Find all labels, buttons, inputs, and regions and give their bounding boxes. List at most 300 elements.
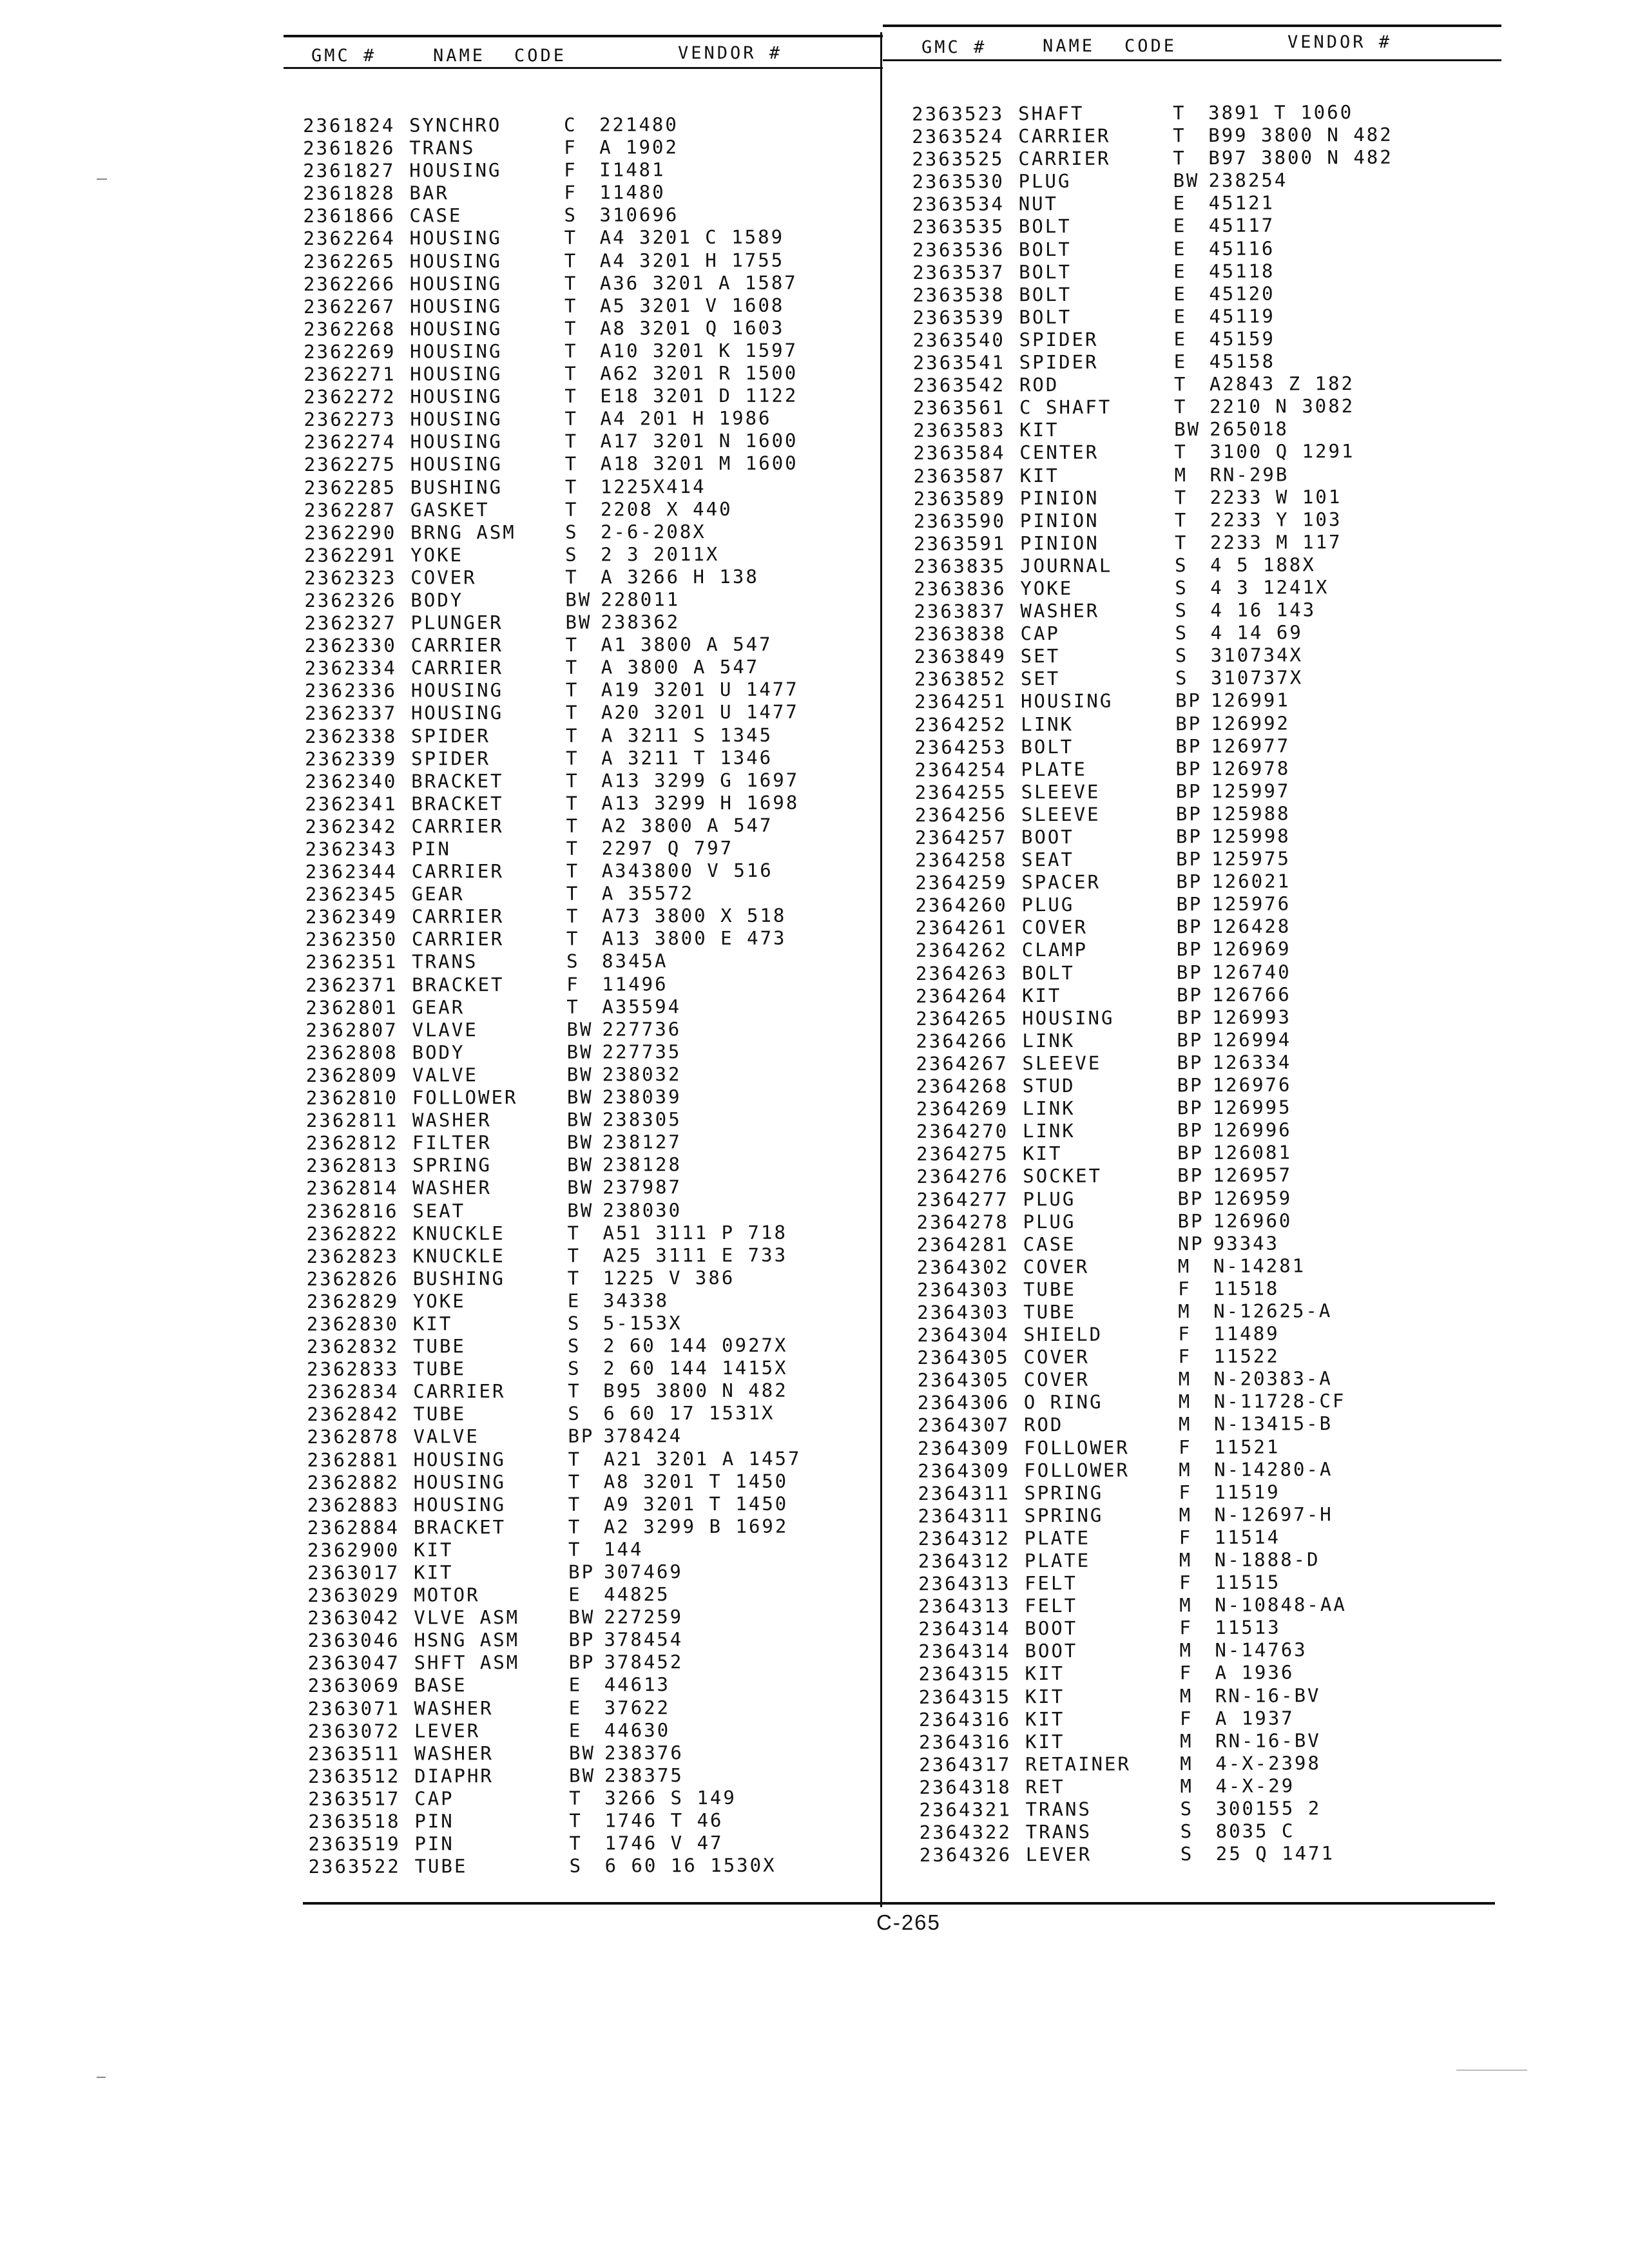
part-name: PINION (1019, 509, 1099, 532)
part-row (915, 779, 1482, 804)
part-row (912, 123, 1479, 148)
name-code: M (1178, 1300, 1191, 1323)
gmc-number: 2363852 (914, 668, 1007, 691)
name-code: M (1180, 1752, 1193, 1775)
part-row (307, 1582, 874, 1607)
name-code: BW (567, 1199, 594, 1222)
name-code: S (1180, 1820, 1194, 1843)
part-row (307, 1470, 874, 1494)
part-name: SHFT ASM (414, 1651, 520, 1674)
part-name: HOUSING (1022, 1006, 1115, 1030)
name-code: BP (1175, 712, 1202, 735)
gmc-number: 2362842 (307, 1403, 400, 1426)
part-name: CARRIER (413, 1380, 506, 1403)
part-row (305, 859, 872, 883)
gmc-number: 2364264 (915, 985, 1008, 1007)
vendor-number: 126976 (1212, 1073, 1292, 1097)
part-row (916, 1050, 1483, 1075)
part-row (917, 1209, 1484, 1234)
vendor-number: 227736 (602, 1017, 682, 1041)
gmc-number: 2362272 (304, 385, 396, 408)
part-row (308, 1741, 875, 1765)
part-name: VLAVE (412, 1018, 478, 1041)
gmc-number: 2364317 (919, 1753, 1012, 1776)
vendor-number: A21 3201 A 1457 (603, 1447, 802, 1470)
part-row (913, 417, 1480, 442)
part-name: HOUSING (410, 385, 503, 408)
vendor-number: 126081 (1213, 1141, 1292, 1164)
vendor-number: 11515 (1214, 1571, 1281, 1594)
part-row (916, 1095, 1483, 1120)
part-row (307, 1628, 874, 1653)
vendor-number: 11480 (599, 181, 666, 204)
scan-mark (97, 2077, 106, 2078)
gmc-number: 2362330 (304, 634, 397, 657)
gmc-number: 2364311 (918, 1482, 1010, 1504)
name-code: T (566, 769, 579, 792)
part-name: KIT (1025, 1685, 1065, 1707)
vendor-number: A18 3201 M 1600 (600, 452, 798, 475)
part-row (916, 1118, 1483, 1143)
vendor-number: N-14280-A (1214, 1457, 1333, 1481)
part-name: CARRIER (1018, 124, 1111, 148)
gmc-number: 2362271 (304, 363, 396, 386)
vendor-number: 2233 M 117 (1210, 530, 1342, 553)
vendor-number: A51 3111 P 718 (602, 1221, 787, 1244)
gmc-number: 2364251 (914, 690, 1007, 713)
vendor-number: 93343 (1213, 1232, 1280, 1254)
part-row (916, 1164, 1483, 1189)
part-name: SPIDER (411, 747, 490, 770)
gmc-number: 2362351 (305, 951, 398, 974)
part-name: SPIDER (1019, 351, 1099, 374)
part-row (305, 881, 872, 906)
part-name: CARRIER (1018, 147, 1111, 170)
part-row (305, 791, 872, 816)
part-name: BOOT (1021, 825, 1074, 849)
vendor-number: 11489 (1213, 1322, 1280, 1345)
part-row (914, 598, 1481, 623)
part-row (913, 372, 1480, 397)
gmc-number: 2361824 (303, 114, 396, 137)
name-code: S (1175, 644, 1189, 667)
part-row (918, 1615, 1485, 1640)
gmc-number: 2362829 (306, 1290, 400, 1312)
vendor-number: 238375 (604, 1764, 684, 1787)
vendor-number: 8035 C (1215, 1820, 1295, 1843)
vendor-number: N-14281 (1213, 1254, 1306, 1277)
gmc-number: 2363525 (912, 148, 1005, 171)
part-name: HOUSING (409, 317, 503, 340)
part-name: BOOT (1025, 1640, 1078, 1662)
gmc-number: 2364258 (915, 849, 1008, 872)
vendor-number: A2 3299 B 1692 (603, 1515, 789, 1538)
part-row (919, 1751, 1486, 1776)
gmc-number: 2364303 (917, 1301, 1010, 1323)
gmc-number: 2362343 (305, 838, 398, 860)
vendor-number: A 3211 T 1346 (601, 746, 773, 769)
part-row (918, 1548, 1485, 1573)
gmc-number: 2364322 (919, 1821, 1012, 1844)
part-name: KIT (412, 1312, 453, 1335)
name-code: S (568, 1402, 581, 1425)
part-row (304, 361, 871, 386)
vendor-number: RN-29B (1210, 463, 1289, 486)
part-name: COVER (1021, 916, 1088, 939)
part-row (915, 824, 1482, 849)
vendor-number: 221480 (599, 113, 679, 136)
vendor-number: 378452 (604, 1651, 684, 1673)
name-code: T (566, 882, 580, 905)
vendor-number: A 3800 A 547 (601, 656, 760, 678)
part-name: CAP (414, 1787, 454, 1810)
gmc-number: 2363535 (912, 215, 1005, 238)
gmc-number: 2364266 (916, 1030, 1008, 1052)
vendor-number: N-14763 (1215, 1639, 1307, 1662)
name-code: E (568, 1674, 583, 1696)
vendor-number: 238128 (602, 1153, 682, 1176)
part-name: CARRIER (410, 657, 503, 679)
part-row (305, 927, 872, 952)
part-name: BOLT (1019, 283, 1072, 306)
vendor-number: I1481 (599, 159, 666, 181)
vendor-number: A19 3201 U 1477 (601, 678, 799, 701)
gmc-number: 2364268 (916, 1075, 1008, 1098)
gmc-number: 2364311 (918, 1504, 1010, 1527)
name-code: T (568, 1538, 582, 1561)
vendor-number: A62 3201 R 1500 (600, 361, 798, 385)
vendor-number: 126994 (1212, 1028, 1292, 1051)
part-name: PLUG (1023, 1210, 1076, 1233)
name-code: BW (1174, 418, 1201, 441)
part-name: KIT (1019, 464, 1059, 486)
gmc-number: 2363849 (914, 645, 1007, 668)
part-row (918, 1503, 1485, 1528)
part-name: SET (1020, 645, 1061, 668)
part-name: LINK (1022, 1029, 1075, 1052)
part-row (918, 1457, 1485, 1483)
part-row (914, 620, 1481, 646)
vendor-number: B99 3800 N 482 (1208, 123, 1393, 147)
gmc-number: 2364309 (918, 1436, 1010, 1459)
part-name: BUSHING (412, 1267, 505, 1290)
name-code: T (568, 1379, 581, 1402)
header-gmc: GMC # (311, 46, 377, 66)
name-code: T (564, 430, 579, 453)
part-row (914, 508, 1481, 533)
part-name: TUBE (413, 1403, 467, 1425)
name-code: T (565, 702, 579, 724)
name-code: BP (1176, 938, 1203, 961)
gmc-number: 2362265 (303, 250, 396, 273)
part-row (307, 1266, 874, 1291)
part-row (304, 475, 871, 499)
part-name: BOLT (1021, 735, 1074, 758)
gmc-number: 2362337 (304, 702, 398, 725)
vendor-number: 126992 (1211, 711, 1291, 735)
vendor-number: 125976 (1211, 892, 1291, 916)
gmc-number: 2363540 (912, 329, 1005, 351)
part-name: WASHER (412, 1109, 492, 1131)
part-row (912, 304, 1480, 329)
name-code: T (1173, 396, 1188, 418)
vendor-number: E18 3201 D 1122 (600, 384, 798, 407)
name-code: S (567, 1334, 581, 1357)
part-row (304, 339, 871, 363)
part-row (912, 101, 1479, 126)
header-code: CODE (1124, 36, 1177, 56)
name-code: T (564, 340, 578, 362)
part-row (914, 643, 1481, 668)
name-code: F (1179, 1481, 1192, 1503)
part-row (916, 983, 1483, 1008)
name-code: F (1179, 1526, 1193, 1549)
part-name: SHAFT (1017, 102, 1084, 125)
name-code: M (1179, 1503, 1193, 1526)
part-name: HOUSING (413, 1470, 506, 1494)
vendor-number: 4-X-29 (1215, 1774, 1295, 1797)
gmc-number: 2364312 (918, 1527, 1011, 1550)
vendor-number: 300155 2 (1215, 1797, 1322, 1820)
vendor-number: 125998 (1211, 825, 1291, 847)
vendor-number: 3266 S 149 (604, 1786, 737, 1809)
part-name: TUBE (414, 1855, 468, 1878)
gmc-number: 2363589 (913, 486, 1006, 510)
vendor-number: 44630 (604, 1718, 671, 1742)
part-row (916, 937, 1483, 963)
part-row (307, 1605, 874, 1629)
gmc-number: 2364321 (919, 1798, 1012, 1821)
gmc-number: 2363518 (308, 1810, 401, 1833)
vendor-number: A4 3201 C 1589 (599, 226, 785, 249)
name-code: F (1179, 1707, 1193, 1729)
name-code: T (565, 633, 579, 656)
gmc-number: 2363522 (308, 1855, 401, 1878)
vendor-number: 126991 (1210, 689, 1290, 712)
part-row (305, 769, 872, 793)
part-name: PLUG (1023, 1187, 1076, 1210)
part-name: HOUSING (409, 294, 503, 318)
vendor-number: 126740 (1211, 961, 1291, 983)
gmc-number: 2362334 (304, 657, 397, 680)
name-code: BW (567, 1153, 594, 1177)
part-row (308, 1809, 875, 1833)
vendor-number: A73 3800 X 518 (601, 904, 787, 927)
name-code: T (567, 1222, 581, 1244)
gmc-number: 2362344 (305, 860, 398, 883)
part-row (916, 1028, 1483, 1053)
name-code: T (565, 566, 579, 588)
name-code: BW (566, 1086, 593, 1108)
vendor-number: 227735 (602, 1041, 682, 1063)
gmc-number: 2362285 (304, 476, 397, 499)
gmc-number: 2363029 (307, 1584, 400, 1607)
vendor-number: 2233 W 101 (1210, 485, 1342, 508)
name-code: BW (569, 1764, 596, 1787)
scan-mark (97, 178, 107, 180)
gmc-number: 2362810 (305, 1086, 399, 1110)
part-row (304, 226, 871, 251)
name-code: E (1173, 237, 1187, 260)
part-name: C SHAFT (1019, 396, 1112, 419)
part-name: SPRING (1024, 1504, 1104, 1527)
header-underline-left (284, 67, 883, 69)
vendor-number: A13 3299 H 1698 (601, 791, 800, 814)
name-code: T (1174, 441, 1188, 463)
name-code: T (566, 792, 579, 814)
name-code: M (1179, 1458, 1192, 1481)
part-row (307, 1515, 874, 1539)
gmc-number: 2364265 (916, 1007, 1008, 1030)
gmc-number: 2362275 (304, 453, 396, 476)
part-name: WASHER (1020, 599, 1100, 622)
vendor-number: A8 3201 T 1450 (603, 1470, 789, 1493)
part-name: BOLT (1021, 961, 1075, 984)
part-name: SLEEVE (1021, 780, 1101, 803)
gmc-number: 2364315 (918, 1685, 1012, 1708)
part-name: JOURNAL (1020, 554, 1113, 577)
gmc-number: 2363530 (912, 170, 1005, 193)
gmc-number: 2364312 (918, 1550, 1011, 1572)
gmc-number: 2364256 (914, 803, 1008, 826)
gmc-number: 2364275 (916, 1142, 1009, 1166)
part-row (918, 1435, 1485, 1460)
vendor-number: N-10848-AA (1215, 1593, 1347, 1617)
part-name: TRANS (409, 137, 476, 159)
part-row (914, 734, 1481, 759)
vendor-number: 310696 (599, 204, 679, 226)
scan-mark (1456, 2070, 1527, 2071)
gmc-number: 2362823 (306, 1245, 399, 1267)
vendor-number: 2 60 144 0927X (602, 1334, 788, 1357)
gmc-number: 2362273 (304, 408, 396, 431)
part-row (308, 1831, 875, 1856)
part-name: FELT (1025, 1595, 1078, 1617)
vendor-number: 307469 (604, 1561, 683, 1583)
name-code: T (569, 1809, 583, 1832)
name-code: S (1175, 554, 1188, 577)
vendor-number: 126957 (1213, 1164, 1293, 1187)
name-code: T (1174, 531, 1188, 554)
name-code: T (1174, 508, 1188, 531)
part-row (305, 995, 872, 1019)
vendor-number: N-11728-CF (1213, 1390, 1346, 1413)
vendor-number: N-13415-B (1213, 1412, 1333, 1436)
vendor-number: 126766 (1211, 983, 1291, 1006)
part-row (304, 565, 871, 590)
part-name: HOUSING (410, 430, 503, 453)
part-row (307, 1289, 874, 1313)
part-row (917, 1231, 1484, 1256)
vendor-number: RN-16-BV (1215, 1684, 1321, 1707)
part-row (916, 1140, 1483, 1166)
part-row (304, 520, 871, 544)
name-code: BP (1177, 1051, 1204, 1074)
vendor-number: 144 (603, 1538, 644, 1561)
name-code: T (568, 1448, 582, 1470)
part-row (915, 802, 1482, 827)
gmc-number: 2363046 (307, 1629, 400, 1652)
name-code: E (568, 1583, 582, 1606)
part-name: BOLT (1018, 238, 1072, 260)
name-code: T (1173, 147, 1186, 169)
part-name: KIT (1025, 1730, 1065, 1753)
name-code: T (567, 1267, 581, 1289)
gmc-number: 2364257 (914, 826, 1008, 849)
part-name: CLAMP (1021, 939, 1088, 961)
name-code: E (1173, 351, 1188, 373)
part-name: HOUSING (410, 702, 504, 724)
vendor-number: 237987 (602, 1176, 682, 1198)
part-row (916, 915, 1483, 940)
gmc-number: 2364269 (916, 1097, 1009, 1120)
part-row (913, 463, 1480, 488)
part-row (305, 701, 872, 726)
gmc-number: 2362807 (305, 1019, 398, 1041)
gmc-number: 2364278 (916, 1210, 1009, 1233)
vendor-number: A 35572 (601, 882, 695, 905)
part-row (303, 181, 870, 206)
name-code: S (564, 204, 578, 227)
part-name: COVER (1023, 1255, 1090, 1278)
name-code: BP (568, 1651, 595, 1674)
gmc-number: 2362341 (305, 793, 398, 815)
part-name: KIT (1021, 984, 1062, 1006)
part-row (913, 349, 1480, 374)
part-row (307, 1244, 874, 1268)
part-name: HOUSING (410, 363, 503, 385)
gmc-number: 2363511 (307, 1742, 401, 1765)
part-row (307, 1402, 874, 1427)
gmc-number: 2363069 (307, 1675, 400, 1697)
vendor-number: 378454 (604, 1628, 684, 1651)
gmc-number: 2363583 (913, 419, 1006, 442)
name-code: BW (566, 1108, 593, 1131)
vendor-number: 45159 (1209, 327, 1275, 350)
part-name: BOLT (1019, 305, 1072, 329)
part-name: LEVER (414, 1719, 481, 1742)
vendor-number: 2-6-208X (600, 520, 706, 543)
name-code: F (566, 973, 580, 995)
part-name: O RING (1023, 1391, 1103, 1414)
gmc-number: 2362812 (305, 1131, 399, 1155)
gmc-number: 2362809 (305, 1064, 398, 1086)
part-name: NUT (1018, 193, 1059, 215)
gmc-number: 2363517 (308, 1787, 401, 1810)
gmc-number: 2363071 (307, 1697, 401, 1720)
part-row (918, 1389, 1485, 1414)
part-row (918, 1593, 1485, 1618)
part-row (305, 724, 872, 748)
part-row (304, 249, 871, 273)
gmc-number: 2364255 (914, 781, 1007, 803)
top-rule-right (883, 24, 1501, 27)
name-code: BP (1177, 1074, 1204, 1097)
vendor-number: 1746 T 46 (604, 1809, 724, 1832)
gmc-number: 2363512 (308, 1765, 401, 1787)
gmc-number: 2362268 (303, 318, 396, 340)
vendor-number: 3891 T 1060 (1208, 101, 1354, 124)
vendor-number: 228011 (601, 588, 680, 611)
name-code: E (1173, 328, 1188, 351)
name-code: BP (568, 1561, 595, 1583)
vendor-number: 44613 (604, 1673, 671, 1696)
vendor-number: 238305 (602, 1108, 682, 1131)
gmc-number: 2363590 (913, 510, 1007, 532)
part-row (915, 892, 1482, 917)
gmc-number: 2364305 (917, 1346, 1010, 1369)
part-row (914, 485, 1481, 510)
